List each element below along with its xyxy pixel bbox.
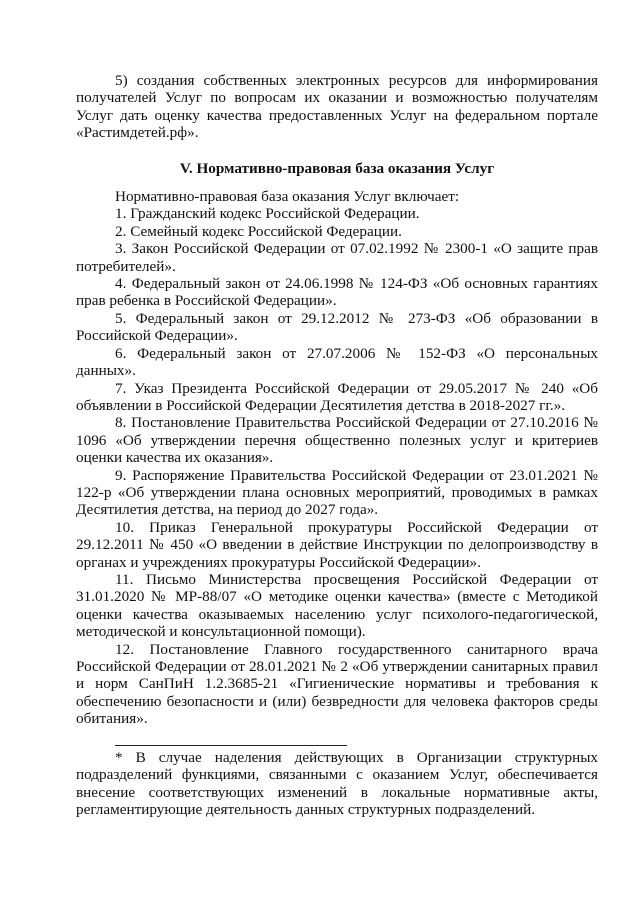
- list-item: 4. Федеральный закон от 24.06.1998 № 124-ФЗ «Об основных гарантиях прав ребенка в Российской Федерации».: [76, 275, 598, 310]
- list-item: 6. Федеральный закон от 27.07.2006 № 152-ФЗ «О персональных данных».: [76, 344, 598, 380]
- list-item: 5. Федеральный закон от 29.12.2012 № 273-ФЗ «Об образовании в Российской Федерации».: [76, 309, 598, 345]
- list-item: 1. Гражданский кодекс Российской Федерации.: [115, 205, 420, 223]
- footnote-block: [76, 745, 598, 819]
- list-item: 3. Закон Российской Федерации от 07.02.1992 № 2300-1 «О защите прав потребителей».: [76, 240, 598, 275]
- list-item: 11. Письмо Министерства просвещения Российской Федерации от 31.01.2020 № МР-88/07 «О методике оценки качества» (вместе с Методикой оценки качества оказываемых населению услуг психолого-педагогической, методической и консультационной помощи).: [76, 570, 598, 641]
- legal-basis-list: [76, 205, 598, 727]
- footnote-separator: [115, 745, 347, 746]
- list-item: 10. Приказ Генеральной прокуратуры Российской Федерации от 29.12.2011 № 450 «О введении в действие Инструкции по делопроизводству в органах и учреждениях прокуратуры Российской Федерации».: [76, 518, 598, 571]
- section-lead: Нормативно-правовая база оказания Услуг включает:: [115, 188, 460, 206]
- footnote-text: * В случае наделения действующих в Организации структурных подразделений функциями, связанными с оказанием Услуг, обеспечивается внесение соответствующих изменений в локальные нормативные акты, регламентирующие деятельность данных структурных подразделений.: [76, 749, 598, 819]
- list-item: 9. Распоряжение Правительства Российской Федерации от 23.01.2021 № 122-р «Об утверждении плана основных мероприятий, проводимых в рамках Десятилетия детства, на период до 2027 года».: [76, 466, 598, 519]
- page-content: [76, 72, 598, 728]
- section-heading: V. Нормативно-правовая база оказания Услуг: [179, 159, 495, 177]
- list-item: 7. Указ Президента Российской Федерации от 29.05.2017 № 240 «Об объявлении в Российской Федерации Десятилетия детства в 2018-2027 гг.».: [76, 379, 598, 414]
- list-item: 8. Постановление Правительства Российской Федерации от 27.10.2016 № 1096 «Об утверждении перечня общественно полезных услуг и критериев оценки качества их оказания».: [76, 414, 598, 467]
- list-item: 2. Семейный кодекс Российской Федерации.: [115, 222, 402, 240]
- intro-paragraph: 5) создания собственных электронных ресурсов для информирования получателей Услуг по вопросам их оказании и возможностью получателям Услуг дать оценку качества предоставленных Услуг на федеральном портале «Растимдетей.рф».: [76, 72, 598, 142]
- list-item: 12. Постановление Главного государственного санитарного врача Российской Федерации от 28.01.2021 № 2 «Об утверждении санитарных правил и норм СанПиН 1.2.3685-21 «Гигиенические нормативы и требования к обеспечению безопасности и (или) безвредности для человека факторов среды обитания».: [76, 640, 598, 728]
